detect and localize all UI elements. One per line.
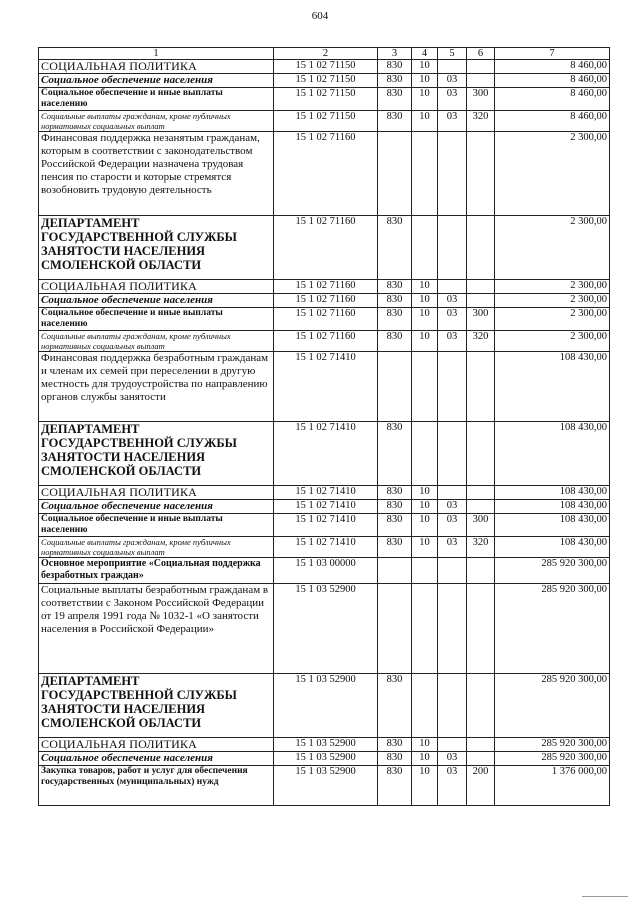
row-col6-cell: 300	[467, 308, 495, 331]
row-col3-cell: 830	[378, 74, 412, 88]
row-col4-cell: 10	[412, 294, 438, 308]
row-col5-cell	[438, 674, 467, 738]
row-col3-cell: 830	[378, 216, 412, 280]
table-row	[39, 111, 610, 132]
row-amount-cell: 2 300,00	[495, 294, 610, 308]
row-name-cell: Социальное обеспечение населения	[39, 752, 274, 766]
row-col6-cell	[467, 74, 495, 88]
row-col3-cell	[378, 352, 412, 422]
row-amount-cell: 2 300,00	[495, 331, 610, 352]
column-header: 1	[39, 48, 274, 60]
column-header: 2	[274, 48, 378, 60]
row-col3-cell: 830	[378, 766, 412, 806]
row-name-cell: Социальные выплаты безработным гражданам в соответствии с Законом Российской Федерации от 19 апреля 1991 года № 1032-1 «О занятости населения в Российской Федерации»	[39, 584, 274, 674]
table-row	[39, 331, 610, 352]
column-header: 5	[438, 48, 467, 60]
row-amount-cell: 108 430,00	[495, 514, 610, 537]
row-amount-cell: 2 300,00	[495, 308, 610, 331]
row-col3-cell: 830	[378, 752, 412, 766]
table-row	[39, 766, 610, 806]
row-col6-cell	[467, 294, 495, 308]
budget-table	[38, 47, 610, 806]
table-row	[39, 500, 610, 514]
column-header: 3	[378, 48, 412, 60]
row-col3-cell: 830	[378, 294, 412, 308]
row-col4-cell: 10	[412, 111, 438, 132]
row-col5-cell	[438, 558, 467, 584]
row-col6-cell: 200	[467, 766, 495, 806]
table-row	[39, 558, 610, 584]
row-col5-cell: 03	[438, 537, 467, 558]
row-name-cell: Основное мероприятие «Социальная поддержка безработных граждан»	[39, 558, 274, 584]
table-row	[39, 308, 610, 331]
row-col3-cell: 830	[378, 674, 412, 738]
table-row	[39, 738, 610, 752]
table-row	[39, 88, 610, 111]
row-col6-cell: 320	[467, 111, 495, 132]
row-name-cell: ДЕПАРТАМЕНТ ГОСУДАРСТВЕННОЙ СЛУЖБЫ ЗАНЯТОСТИ НАСЕЛЕНИЯ СМОЛЕНСКОЙ ОБЛАСТИ	[39, 674, 274, 738]
row-col4-cell: 10	[412, 308, 438, 331]
row-col6-cell	[467, 752, 495, 766]
row-code-cell: 15 1 02 71160	[274, 308, 378, 331]
row-code-cell: 15 1 02 71150	[274, 60, 378, 74]
page-number: 604	[311, 10, 329, 22]
row-code-cell: 15 1 03 52900	[274, 738, 378, 752]
row-code-cell: 15 1 02 71160	[274, 132, 378, 216]
row-name-cell: СОЦИАЛЬНАЯ ПОЛИТИКА	[39, 280, 274, 294]
row-col6-cell	[467, 674, 495, 738]
row-name-cell: ДЕПАРТАМЕНТ ГОСУДАРСТВЕННОЙ СЛУЖБЫ ЗАНЯТОСТИ НАСЕЛЕНИЯ СМОЛЕНСКОЙ ОБЛАСТИ	[39, 422, 274, 486]
row-col5-cell	[438, 132, 467, 216]
row-col4-cell: 10	[412, 486, 438, 500]
row-col3-cell: 830	[378, 60, 412, 74]
row-col5-cell	[438, 486, 467, 500]
row-col5-cell: 03	[438, 500, 467, 514]
row-amount-cell: 2 300,00	[495, 132, 610, 216]
row-col4-cell: 10	[412, 752, 438, 766]
table-row	[39, 60, 610, 74]
row-amount-cell: 2 300,00	[495, 280, 610, 294]
row-amount-cell: 1 376 000,00	[495, 766, 610, 806]
row-col4-cell	[412, 216, 438, 280]
row-amount-cell: 8 460,00	[495, 60, 610, 74]
row-col5-cell: 03	[438, 331, 467, 352]
row-col6-cell	[467, 60, 495, 74]
row-col4-cell: 10	[412, 766, 438, 806]
row-code-cell: 15 1 02 71160	[274, 331, 378, 352]
row-col6-cell	[467, 422, 495, 486]
row-col5-cell	[438, 352, 467, 422]
row-amount-cell: 285 920 300,00	[495, 674, 610, 738]
table-row	[39, 216, 610, 280]
table-row	[39, 584, 610, 674]
row-col3-cell: 830	[378, 738, 412, 752]
row-col4-cell: 10	[412, 500, 438, 514]
row-code-cell: 15 1 02 71410	[274, 352, 378, 422]
row-amount-cell: 285 920 300,00	[495, 558, 610, 584]
row-col5-cell: 03	[438, 111, 467, 132]
table-header-row	[39, 48, 610, 60]
row-col5-cell: 03	[438, 74, 467, 88]
row-col3-cell	[378, 584, 412, 674]
row-col4-cell: 10	[412, 74, 438, 88]
table-row	[39, 280, 610, 294]
row-amount-cell: 8 460,00	[495, 88, 610, 111]
row-col5-cell	[438, 280, 467, 294]
table-row	[39, 486, 610, 500]
row-code-cell: 15 1 02 71150	[274, 74, 378, 88]
row-code-cell: 15 1 02 71410	[274, 537, 378, 558]
row-col5-cell: 03	[438, 766, 467, 806]
row-col4-cell	[412, 584, 438, 674]
row-col5-cell: 03	[438, 294, 467, 308]
row-name-cell: СОЦИАЛЬНАЯ ПОЛИТИКА	[39, 60, 274, 74]
row-col6-cell	[467, 352, 495, 422]
row-name-cell: Финансовая поддержка незанятым гражданам, которым в соответствии с законодательством Российской Федерации назначена трудовая пенсия по старости и которые стремятся возобновить трудовую деятельность	[39, 132, 274, 216]
row-col6-cell: 320	[467, 331, 495, 352]
row-code-cell: 15 1 02 71410	[274, 514, 378, 537]
row-name-cell: СОЦИАЛЬНАЯ ПОЛИТИКА	[39, 738, 274, 752]
row-name-cell: Социальные выплаты гражданам, кроме публичных нормативных социальных выплат	[39, 537, 274, 558]
row-col3-cell: 830	[378, 537, 412, 558]
row-amount-cell: 108 430,00	[495, 486, 610, 500]
row-amount-cell: 108 430,00	[495, 537, 610, 558]
row-code-cell: 15 1 02 71150	[274, 88, 378, 111]
table-row	[39, 74, 610, 88]
row-col4-cell: 10	[412, 537, 438, 558]
row-col6-cell	[467, 486, 495, 500]
row-amount-cell: 285 920 300,00	[495, 738, 610, 752]
row-code-cell: 15 1 02 71410	[274, 486, 378, 500]
row-col3-cell: 830	[378, 280, 412, 294]
row-col3-cell: 830	[378, 331, 412, 352]
row-col5-cell	[438, 60, 467, 74]
table-row	[39, 422, 610, 486]
row-col5-cell: 03	[438, 752, 467, 766]
row-col4-cell	[412, 558, 438, 584]
row-amount-cell: 8 460,00	[495, 111, 610, 132]
row-col6-cell: 300	[467, 88, 495, 111]
row-amount-cell: 285 920 300,00	[495, 752, 610, 766]
row-col5-cell	[438, 584, 467, 674]
row-amount-cell: 108 430,00	[495, 422, 610, 486]
table-row	[39, 752, 610, 766]
row-col6-cell	[467, 500, 495, 514]
row-col6-cell	[467, 558, 495, 584]
row-col6-cell	[467, 584, 495, 674]
row-col5-cell	[438, 738, 467, 752]
row-col4-cell	[412, 132, 438, 216]
row-code-cell: 15 1 02 71410	[274, 500, 378, 514]
row-code-cell: 15 1 03 00000	[274, 558, 378, 584]
row-col6-cell	[467, 216, 495, 280]
row-col5-cell	[438, 422, 467, 486]
row-col4-cell	[412, 422, 438, 486]
table-row	[39, 132, 610, 216]
row-name-cell: Социальное обеспечение населения	[39, 74, 274, 88]
table-row	[39, 294, 610, 308]
column-header: 6	[467, 48, 495, 60]
row-col6-cell	[467, 280, 495, 294]
row-col4-cell	[412, 674, 438, 738]
row-code-cell: 15 1 02 71160	[274, 280, 378, 294]
table-row	[39, 674, 610, 738]
row-name-cell: Социальные выплаты гражданам, кроме публичных нормативных социальных выплат	[39, 331, 274, 352]
page-corner-mark	[582, 896, 628, 897]
row-amount-cell: 285 920 300,00	[495, 584, 610, 674]
row-name-cell: СОЦИАЛЬНАЯ ПОЛИТИКА	[39, 486, 274, 500]
row-name-cell: Финансовая поддержка безработным гражданам и членам их семей при переселении в другую местность для трудоустройства по направлению органов службы занятости	[39, 352, 274, 422]
row-col3-cell: 830	[378, 111, 412, 132]
row-name-cell: Социальное обеспечение и иные выплаты населению	[39, 514, 274, 537]
row-col6-cell	[467, 738, 495, 752]
row-code-cell: 15 1 02 71150	[274, 111, 378, 132]
row-name-cell: ДЕПАРТАМЕНТ ГОСУДАРСТВЕННОЙ СЛУЖБЫ ЗАНЯТОСТИ НАСЕЛЕНИЯ СМОЛЕНСКОЙ ОБЛАСТИ	[39, 216, 274, 280]
row-code-cell: 15 1 02 71410	[274, 422, 378, 486]
row-name-cell: Социальное обеспечение населения	[39, 500, 274, 514]
row-name-cell: Закупка товаров, работ и услуг для обеспечения государственных (муниципальных) нужд	[39, 766, 274, 806]
row-code-cell: 15 1 03 52900	[274, 584, 378, 674]
row-code-cell: 15 1 02 71160	[274, 216, 378, 280]
row-name-cell: Социальное обеспечение и иные выплаты населению	[39, 88, 274, 111]
row-amount-cell: 2 300,00	[495, 216, 610, 280]
table-row	[39, 537, 610, 558]
row-code-cell: 15 1 03 52900	[274, 674, 378, 738]
column-header: 4	[412, 48, 438, 60]
row-col6-cell	[467, 132, 495, 216]
row-amount-cell: 8 460,00	[495, 74, 610, 88]
row-col3-cell	[378, 558, 412, 584]
table-row	[39, 514, 610, 537]
row-name-cell: Социальное обеспечение населения	[39, 294, 274, 308]
table-row	[39, 352, 610, 422]
row-col4-cell: 10	[412, 60, 438, 74]
row-col3-cell: 830	[378, 88, 412, 111]
row-amount-cell: 108 430,00	[495, 500, 610, 514]
row-col3-cell: 830	[378, 308, 412, 331]
row-name-cell: Социальное обеспечение и иные выплаты населению	[39, 308, 274, 331]
row-col4-cell: 10	[412, 514, 438, 537]
row-col4-cell: 10	[412, 280, 438, 294]
row-col6-cell: 320	[467, 537, 495, 558]
row-amount-cell: 108 430,00	[495, 352, 610, 422]
row-col4-cell	[412, 352, 438, 422]
row-col6-cell: 300	[467, 514, 495, 537]
row-code-cell: 15 1 02 71160	[274, 294, 378, 308]
row-col3-cell	[378, 132, 412, 216]
row-col3-cell: 830	[378, 514, 412, 537]
row-code-cell: 15 1 03 52900	[274, 752, 378, 766]
row-col3-cell: 830	[378, 486, 412, 500]
row-col5-cell: 03	[438, 514, 467, 537]
row-col5-cell	[438, 216, 467, 280]
row-col4-cell: 10	[412, 331, 438, 352]
column-header: 7	[495, 48, 610, 60]
row-col3-cell: 830	[378, 500, 412, 514]
row-name-cell: Социальные выплаты гражданам, кроме публичных нормативных социальных выплат	[39, 111, 274, 132]
row-col5-cell: 03	[438, 308, 467, 331]
row-col4-cell: 10	[412, 738, 438, 752]
row-col5-cell: 03	[438, 88, 467, 111]
row-code-cell: 15 1 03 52900	[274, 766, 378, 806]
row-col3-cell: 830	[378, 422, 412, 486]
row-col4-cell: 10	[412, 88, 438, 111]
